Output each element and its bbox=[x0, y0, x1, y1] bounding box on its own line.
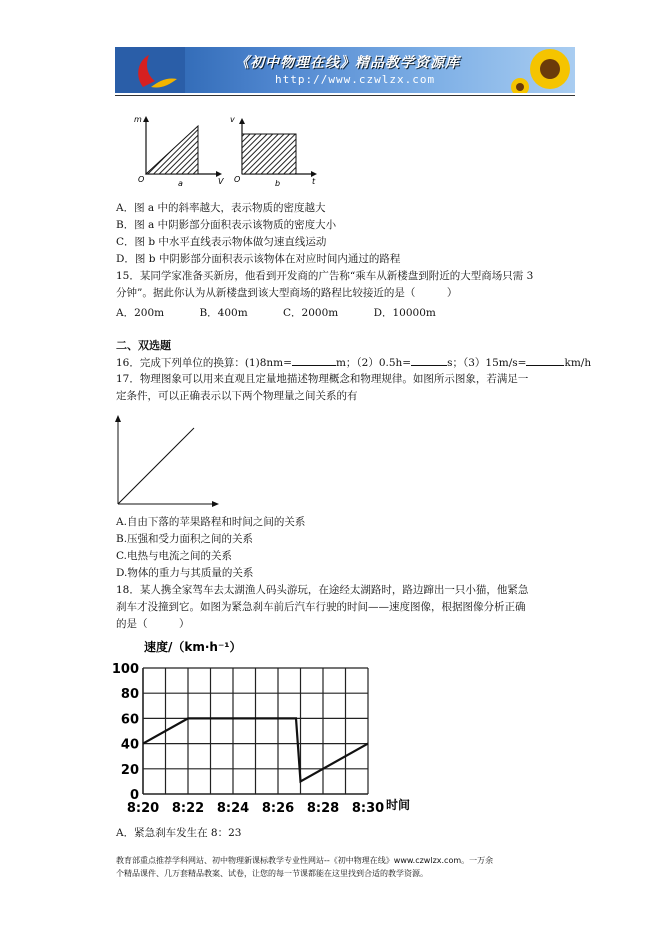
x-tick-label: 8:28 bbox=[306, 801, 340, 815]
y-tick-label: 80 bbox=[120, 687, 139, 703]
graph-a bbox=[134, 115, 224, 188]
graph-b-ylabel: v bbox=[230, 115, 235, 124]
graph-b-origin: O bbox=[234, 175, 241, 184]
q17-option-b: B.压强和受力面积之间的关系 bbox=[116, 533, 254, 545]
q15-option-c: C．2000m bbox=[283, 307, 339, 319]
q14-option-b: B．图 a 中阴影部分面积表示该物质的密度大小 bbox=[116, 219, 337, 231]
speed-time-chart bbox=[110, 635, 430, 815]
q14-option-d: D．图 b 中阴影部分面积表示该物体在对应时间内通过的路程 bbox=[116, 253, 401, 265]
q14-option-a: A．图 a 中的斜率越大，表示物质的密度越大 bbox=[116, 202, 326, 214]
header-banner bbox=[115, 47, 575, 93]
q17-option-d: D.物体的重力与其质量的关系 bbox=[116, 567, 254, 579]
q17-line2: 定条件，可以正确表示以下两个物理量之间关系的有 bbox=[116, 390, 358, 402]
y-tick-label: 0 bbox=[129, 788, 139, 803]
q15-options bbox=[116, 306, 468, 320]
graph-a-ylabel: m bbox=[134, 115, 142, 124]
figure-ab bbox=[130, 112, 330, 192]
graph-a-caption: a bbox=[178, 179, 183, 188]
logo-icon bbox=[115, 47, 185, 93]
q17-graph bbox=[112, 412, 222, 508]
x-tick-label: 8:30 bbox=[351, 801, 385, 815]
q16-blank-3[interactable] bbox=[526, 355, 564, 366]
graph-a-origin: O bbox=[138, 175, 145, 184]
q14-option-c: C．图 b 中水平直线表示物体做匀速直线运动 bbox=[116, 236, 327, 248]
q17-line1: 17．物理图象可以用来直观且定量地描述物理概念和物理规律。如图所示图象，若满足一 bbox=[116, 373, 529, 385]
q17-option-a: A.自由下落的苹果路程和时间之间的关系 bbox=[116, 516, 306, 528]
q16-blank-2[interactable] bbox=[411, 355, 447, 366]
q16-part2: m；（2）0.5h= bbox=[335, 357, 412, 369]
section-heading: 二、双选题 bbox=[116, 339, 171, 352]
graph-b bbox=[230, 115, 317, 188]
graph-a-xlabel: V bbox=[218, 177, 224, 186]
footer-line1: 教育部重点推荐学科网站、初中物理新课标教学专业性网站--《初中物理在线》www.czwlzx.com。一万余 bbox=[116, 856, 494, 865]
q15-option-d: D．10000m bbox=[373, 307, 436, 319]
q18-option-a: A．紧急刹车发生在 8：23 bbox=[116, 827, 242, 839]
banner-title: 《初中物理在线》精品教学资源库 bbox=[235, 55, 460, 71]
y-tick-label: 100 bbox=[111, 662, 139, 677]
q16-part1: 16．完成下列单位的换算：(1)8nm= bbox=[116, 357, 292, 369]
footer-line2: 个精品课件、几万套精品教案、试卷，让您的每一节课都能在这里找到合适的教学资源。 bbox=[116, 869, 428, 878]
q16-part3: s；（3）15m/s= bbox=[447, 357, 527, 369]
y-tick-label: 60 bbox=[120, 712, 139, 728]
y-tick-label: 20 bbox=[120, 762, 139, 778]
x-tick-label: 8:24 bbox=[216, 801, 250, 815]
q15-option-b: B．400m bbox=[199, 307, 248, 319]
header-rule bbox=[115, 95, 575, 96]
x-tick-label: 8:22 bbox=[171, 801, 205, 815]
q15-line2: 分钟”。据此你认为从新楼盘到该大型商场的路程比较接近的是（ ） bbox=[116, 287, 458, 299]
q18-line2: 刹车才没撞到它。如图为紧急刹车前后汽车行驶的时间——速度图像，根据图像分析正确 bbox=[116, 601, 526, 613]
q16-part4: km/h bbox=[564, 357, 592, 369]
graph-b-caption: b bbox=[275, 179, 281, 188]
q15-line1: 15．某同学家准备买新房，他看到开发商的广告称“乘车从新楼盘到附近的大型商场只需 3 bbox=[116, 270, 534, 282]
q16-blank-1[interactable] bbox=[292, 355, 336, 366]
x-tick-label: 8:20 bbox=[126, 801, 160, 815]
chart-ylabel: 速度/（km·h⁻¹） bbox=[144, 640, 242, 654]
q16 bbox=[116, 355, 591, 370]
graph-b-xlabel: t bbox=[312, 177, 316, 186]
banner-url[interactable]: http://www.czwlzx.com bbox=[275, 73, 436, 86]
q18-line1: 18．某人携全家驾车去太湖渔人码头游玩，在途经太湖路时，路边蹿出一只小猫，他紧急 bbox=[116, 584, 529, 596]
y-tick-label: 40 bbox=[120, 737, 139, 753]
sunflower-icon bbox=[510, 47, 575, 93]
q18-line3: 的是（ ） bbox=[116, 618, 190, 630]
q17-option-c: C.电热与电流之间的关系 bbox=[116, 550, 232, 562]
q15-option-a: A．200m bbox=[116, 307, 165, 319]
chart-xlabel: 时间 bbox=[386, 798, 411, 812]
x-tick-label: 8:26 bbox=[261, 801, 295, 815]
